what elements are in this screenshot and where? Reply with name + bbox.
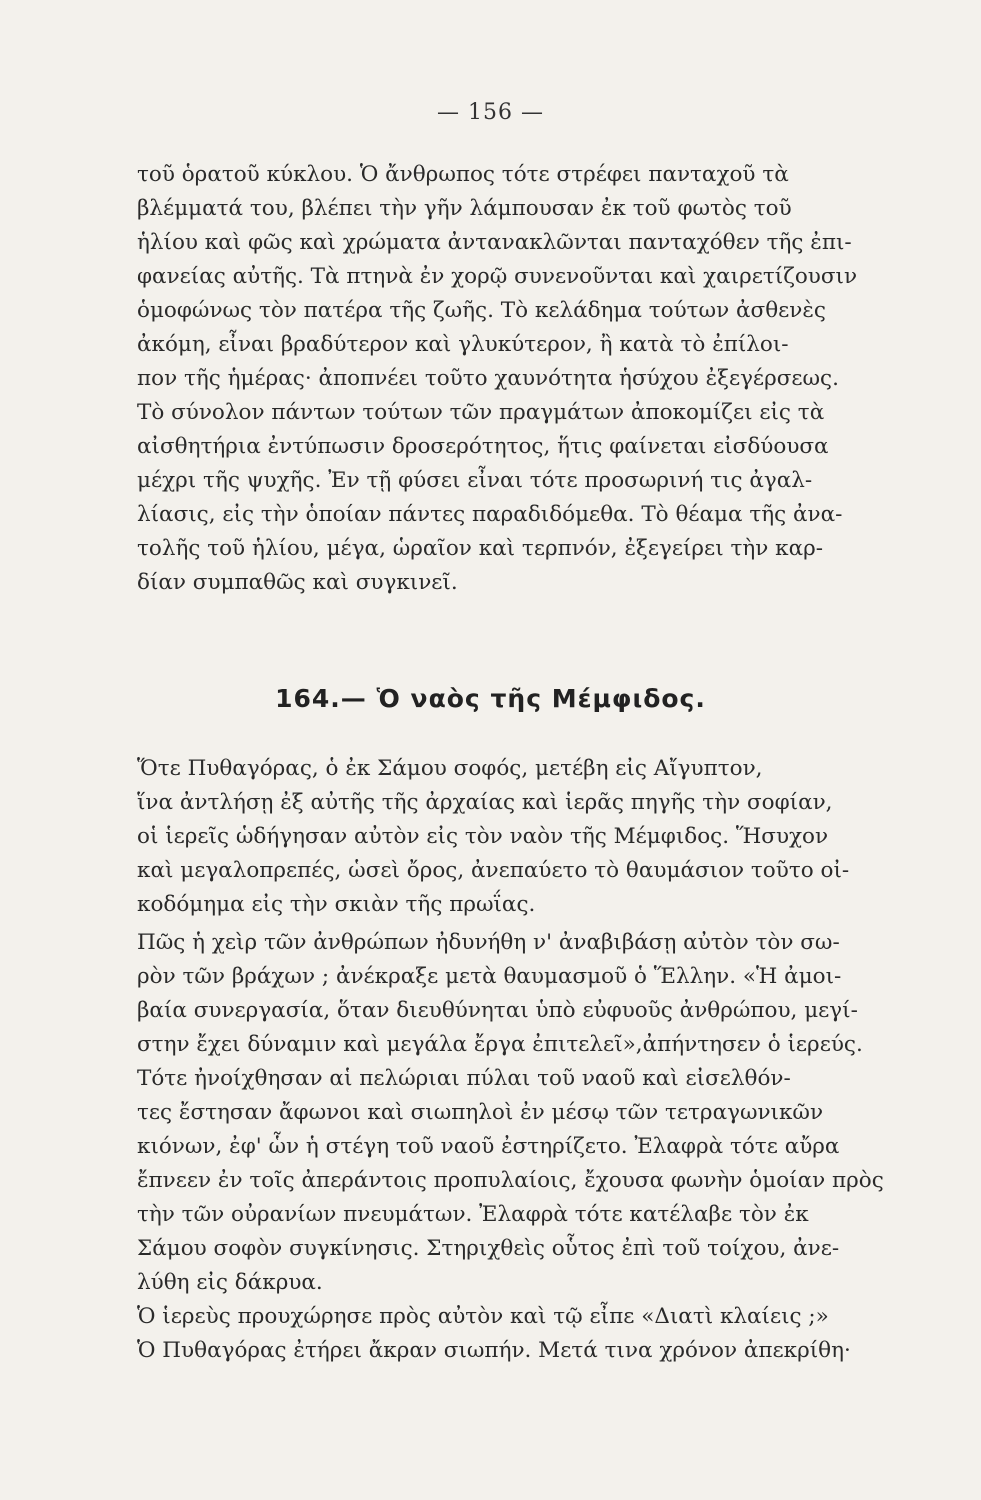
- text-line: Πῶς ἡ χεὶρ τῶν ἀνθρώπων ἠδυνήθη ν' ἀναβιβάσῃ αὐτὸν τὸν σω-: [137, 930, 840, 955]
- text-line: Ὅτε Πυθαγόρας, ὁ ἐκ Σάμου σοφός, μετέβη εἰς Αἴγυπτον,: [137, 756, 763, 781]
- paragraph: [137, 926, 927, 1062]
- text-line: φανείας αὐτῆς. Τὰ πτηνὰ ἐν χορῷ συνενοῦνται καὶ χαιρετίζουσιν: [137, 264, 858, 289]
- text-line: τὴν τῶν οὐρανίων πνευμάτων. Ἐλαφρὰ τότε κατέλαβε τὸν ἐκ: [137, 1202, 809, 1227]
- text-line: πον τῆς ἡμέρας· ἀποπνέει τοῦτο χαυνότητα ἡσύχου ἐξεγέρσεως.: [137, 366, 839, 391]
- text-line: τολῆς τοῦ ἡλίου, μέγα, ὡραῖον καὶ τερπνόν, ἐξεγείρει τὴν καρ-: [137, 536, 823, 561]
- top-text-block: [137, 158, 927, 600]
- text-line: λίασις, εἰς τὴν ὁποίαν πάντες παραδιδόμεθα. Τὸ θέαμα τῆς ἀνα-: [137, 502, 843, 527]
- paragraph: [137, 1300, 927, 1368]
- page-number: — 156 —: [437, 100, 544, 125]
- text-line: ἀκόμη, εἶναι βραδύτερον καὶ γλυκύτερον, ἢ κατὰ τὸ ἐπίλοι-: [137, 332, 789, 357]
- text-line: ἵνα ἀντλήσῃ ἐξ αὐτῆς τῆς ἀρχαίας καὶ ἱερᾶς πηγῆς τὴν σοφίαν,: [137, 790, 833, 815]
- text-line: τοῦ ὁρατοῦ κύκλου. Ὁ ἄνθρωπος τότε στρέφει πανταχοῦ τὰ: [137, 162, 789, 187]
- paragraph: [137, 1062, 927, 1300]
- text-line: Τὸ σύνολον πάντων τούτων τῶν πραγμάτων ἀποκομίζει εἰς τὰ: [137, 400, 825, 425]
- text-line: Τότε ἠνοίχθησαν αἱ πελώριαι πύλαι τοῦ ναοῦ καὶ εἰσελθόν-: [137, 1066, 791, 1091]
- text-line: μέχρι τῆς ψυχῆς. Ἐν τῇ φύσει εἶναι τότε προσωρινή τις ἀγαλ-: [137, 468, 813, 493]
- text-line: δίαν συμπαθῶς καὶ συγκινεῖ.: [137, 570, 458, 595]
- text-line: βλέμματά του, βλέπει τὴν γῆν λάμπουσαν ἐκ τοῦ φωτὸς τοῦ: [137, 196, 792, 221]
- text-line: Σάμου σοφὸν συγκίνησις. Στηριχθεὶς οὗτος ἐπὶ τοῦ τοίχου, ἀνε-: [137, 1236, 840, 1261]
- text-line: ἔπνεεν ἐν τοῖς ἀπεράντοις προπυλαίοις, ἔχουσα φωνὴν ὁμοίαν πρὸς: [137, 1168, 884, 1193]
- paragraph: [137, 752, 927, 922]
- text-line: Ὁ ἱερεὺς προυχώρησε πρὸς αὐτὸν καὶ τῷ εἶπε «Διατὶ κλαίεις ;»: [137, 1304, 829, 1329]
- section-heading: 164.— Ὁ ναὸς τῆς Μέμφιδος.: [275, 684, 706, 713]
- text-line: λύθη εἰς δάκρυα.: [137, 1270, 323, 1295]
- text-line: ὁμοφώνως τὸν πατέρα τῆς ζωῆς. Τὸ κελάδημα τούτων ἀσθενὲς: [137, 298, 826, 323]
- text-line: καὶ μεγαλοπρεπές, ὡσεὶ ὄρος, ἀνεπαύετο τὸ θαυμάσιον τοῦτο οἰ-: [137, 858, 850, 883]
- text-line: τες ἔστησαν ἄφωνοι καὶ σιωπηλοὶ ἐν μέσῳ τῶν τετραγωνικῶν: [137, 1100, 824, 1125]
- text-line: ἡλίου καὶ φῶς καὶ χρώματα ἀντανακλῶνται πανταχόθεν τῆς ἐπι-: [137, 230, 852, 255]
- text-line: ρὸν τῶν βράχων ; ἀνέκραξε μετὰ θαυμασμοῦ ὁ Ἕλλην. «Ἡ ἀμοι-: [137, 964, 842, 989]
- section-body: [137, 752, 927, 1368]
- text-line: βαία συνεργασία, ὅταν διευθύνηται ὑπὸ εὐφυοῦς ἀνθρώπου, μεγί-: [137, 998, 858, 1023]
- text-line: στην ἔχει δύναμιν καὶ μεγάλα ἔργα ἐπιτελεῖ»,ἀπήντησεν ὁ ἱερεύς.: [137, 1032, 863, 1057]
- text-line: κιόνων, ἐφ' ὧν ἡ στέγη τοῦ ναοῦ ἐστηρίζετο. Ἐλαφρὰ τότε αὔρα: [137, 1134, 840, 1159]
- text-line: κοδόμημα εἰς τὴν σκιὰν τῆς πρωΐας.: [137, 892, 536, 917]
- text-line: αἰσθητήρια ἐντύπωσιν δροσερότητος, ἥτις φαίνεται εἰσδύουσα: [137, 434, 829, 459]
- text-line: Ὁ Πυθαγόρας ἐτήρει ἄκραν σιωπήν. Μετά τινα χρόνον ἀπεκρίθη·: [137, 1338, 851, 1363]
- text-line: οἱ ἱερεῖς ὡδήγησαν αὐτὸν εἰς τὸν ναὸν τῆς Μέμφιδος. Ἥσυχον: [137, 824, 829, 849]
